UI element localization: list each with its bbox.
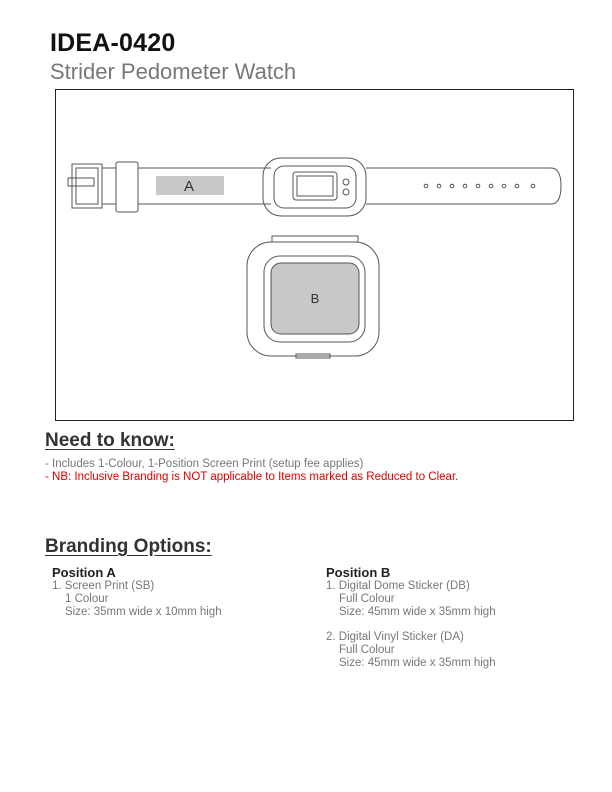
watch-button-top [343,179,349,185]
branding-options-heading: Branding Options: [45,536,212,557]
option-line: 1. Digital Dome Sticker (DB) [326,580,470,592]
watch-illustration [56,90,573,420]
need-to-know-heading: Need to know: [45,430,175,451]
strap-hole [515,184,519,188]
product-code: IDEA-0420 [50,29,176,57]
strap-hole [450,184,454,188]
position-a-block [52,566,222,619]
strap-hole [489,184,493,188]
watch-screen-inner [297,176,333,196]
pod-clip-top [272,236,358,242]
position-b-title: Position B [326,565,391,580]
option-size: Size: 45mm wide x 35mm high [339,657,496,669]
strap-hole [424,184,428,188]
option-size: Size: 35mm wide x 10mm high [65,606,222,618]
strap-hole [502,184,506,188]
option-size: Size: 45mm wide x 35mm high [339,606,496,618]
product-drawing [55,89,574,421]
watch-button-bottom [343,189,349,195]
strap-hole [531,184,535,188]
strap-hole [463,184,467,188]
option-detail: 1 Colour [65,593,109,605]
strap-hole [437,184,441,188]
position-a-title: Position A [52,565,116,580]
strap-hole [476,184,480,188]
label-b: B [310,291,320,306]
option-line: 2. Digital Vinyl Sticker (DA) [326,631,464,643]
need-to-know-note: - Includes 1-Colour, 1-Position Screen Print (setup fee applies) [45,458,364,470]
branding-warning: - NB: Inclusive Branding is NOT applicable to Items marked as Reduced to Clear. [45,471,459,483]
option-detail: Full Colour [339,644,395,656]
option-line: 1. Screen Print (SB) [52,580,155,592]
strap-keeper [116,162,138,212]
position-b-block [326,566,496,670]
option-detail: Full Colour [339,593,395,605]
label-a: A [183,178,195,195]
product-name: Strider Pedometer Watch [50,59,297,84]
